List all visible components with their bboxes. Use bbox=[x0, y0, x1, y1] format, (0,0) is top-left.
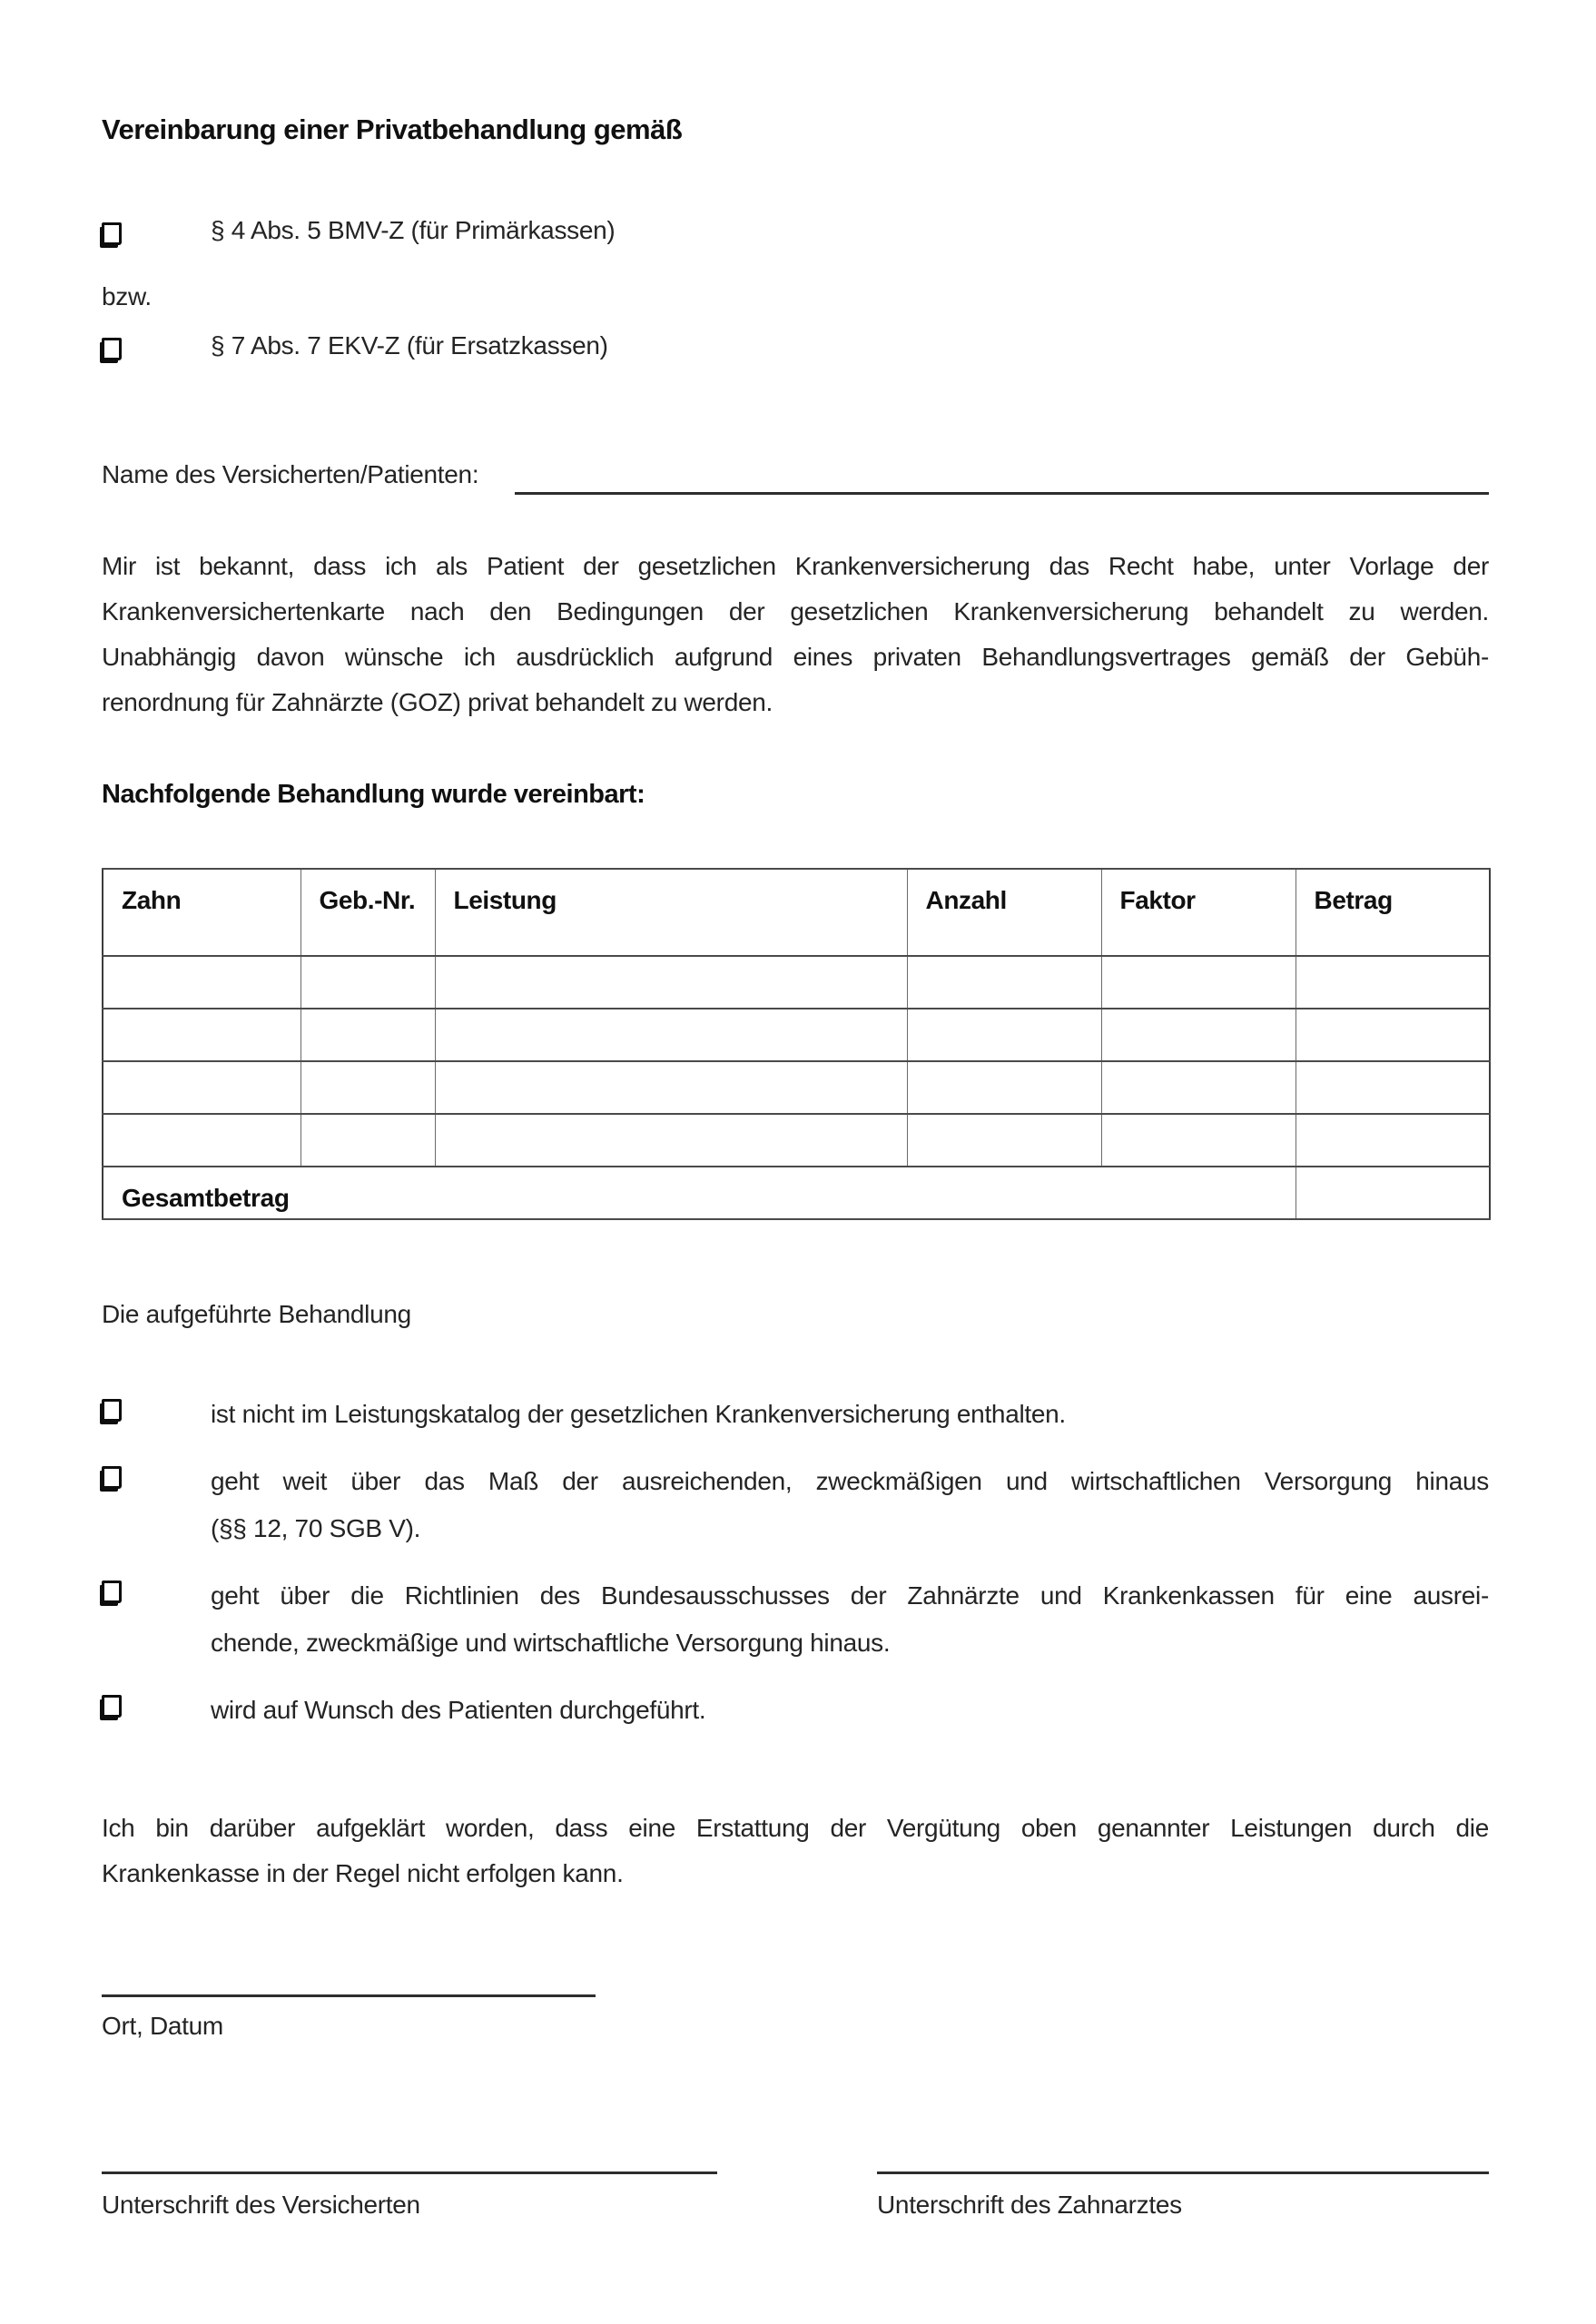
signature-block-zahnarzt bbox=[877, 2171, 1489, 2225]
option-row-primaerkassen bbox=[102, 211, 1489, 257]
paragraph-options bbox=[102, 211, 1489, 372]
note-line: Krankenkasse in der Regel nicht erfolgen kann. bbox=[102, 1859, 624, 1887]
checkbox-icon-condition-4[interactable] bbox=[102, 1695, 122, 1718]
total-value-cell[interactable] bbox=[1296, 1167, 1490, 1219]
table-cell[interactable] bbox=[1296, 1009, 1490, 1061]
table-row bbox=[103, 1114, 1490, 1167]
signature-line-zahnarzt[interactable] bbox=[877, 2171, 1489, 2174]
intro-line: Mir ist bekannt, dass ich als Patient der gesetzlichen Krankenversicherung das Recht habe, unter Vorlage der bbox=[102, 552, 1489, 580]
table-cell[interactable] bbox=[435, 1114, 907, 1167]
intro-line: renordnung für Zahnärzte (GOZ) privat behandelt zu werden. bbox=[102, 688, 773, 716]
table-cell[interactable] bbox=[103, 1061, 300, 1114]
signature-line-versicherter[interactable] bbox=[102, 2171, 717, 2174]
table-cell[interactable] bbox=[435, 956, 907, 1009]
intro-paragraph bbox=[102, 544, 1489, 725]
table-cell[interactable] bbox=[907, 956, 1101, 1009]
table-cell[interactable] bbox=[435, 1061, 907, 1114]
ort-datum-line[interactable] bbox=[102, 1994, 596, 1997]
listed-treatment-heading: Die aufgeführte Behandlung bbox=[102, 1300, 411, 1328]
option-label-ersatzkassen: § 7 Abs. 7 EKV-Z (für Ersatzkassen) bbox=[211, 331, 608, 359]
condition-text: geht weit über das Maß der ausreichenden, zweckmäßigen und wirtschaftlichen Versorgung hinaus bbox=[211, 1467, 1489, 1495]
table-header-row bbox=[103, 869, 1490, 956]
total-label: Gesamtbetrag bbox=[103, 1167, 1296, 1219]
table-cell[interactable] bbox=[1101, 956, 1296, 1009]
option-row-ersatzkassen bbox=[102, 326, 1489, 372]
table-cell[interactable] bbox=[907, 1009, 1101, 1061]
table-row bbox=[103, 1061, 1490, 1114]
signature-spacer bbox=[717, 2171, 877, 2225]
treatment-table-wrap bbox=[102, 868, 1489, 1220]
intro-line: Unabhängig davon wünsche ich ausdrücklich aufgrund eines privaten Behandlungsvertrages gemäß der Gebüh- bbox=[102, 643, 1489, 671]
ort-datum-label: Ort, Datum bbox=[102, 2012, 223, 2040]
treatment-heading: Nachfolgende Behandlung wurde vereinbart: bbox=[102, 780, 645, 809]
table-cell[interactable] bbox=[300, 1114, 435, 1167]
table-cell[interactable] bbox=[435, 1009, 907, 1061]
note-line: Ich bin darüber aufgeklärt worden, dass eine Erstattung der Vergütung oben genannter Leistungen durch die bbox=[102, 1814, 1489, 1842]
checkbox-icon-ersatzkassen[interactable] bbox=[102, 338, 122, 360]
ort-datum-block bbox=[102, 1994, 1489, 2046]
table-cell[interactable] bbox=[103, 956, 300, 1009]
table-cell[interactable] bbox=[103, 1114, 300, 1167]
signature-row bbox=[102, 2171, 1489, 2225]
reimbursement-note bbox=[102, 1806, 1489, 1896]
name-field-label: Name des Versicherten/Patienten: bbox=[102, 460, 479, 488]
name-input-line[interactable] bbox=[515, 458, 1489, 495]
checkbox-icon-condition-2[interactable] bbox=[102, 1466, 122, 1489]
signature-block-versicherter bbox=[102, 2171, 717, 2225]
table-footer-row bbox=[103, 1167, 1490, 1219]
condition-item bbox=[102, 1687, 1489, 1734]
checkbox-icon-primaerkassen[interactable] bbox=[102, 222, 122, 245]
table-cell[interactable] bbox=[300, 956, 435, 1009]
table-cell[interactable] bbox=[1101, 1114, 1296, 1167]
condition-text: (§§ 12, 70 SGB V). bbox=[211, 1514, 421, 1542]
table-cell[interactable] bbox=[300, 1061, 435, 1114]
condition-item bbox=[102, 1391, 1489, 1438]
table-cell[interactable] bbox=[907, 1114, 1101, 1167]
signature-label-zahnarzt: Unterschrift des Zahnarztes bbox=[877, 2191, 1182, 2219]
document-title: Vereinbarung einer Privatbehandlung gemäß bbox=[102, 113, 683, 145]
table-cell[interactable] bbox=[1296, 956, 1490, 1009]
checkbox-icon-condition-3[interactable] bbox=[102, 1581, 122, 1603]
conditions-list bbox=[102, 1391, 1489, 1734]
table-row bbox=[103, 956, 1490, 1009]
condition-text: ist nicht im Leistungskatalog der gesetzlichen Krankenversicherung enthalten. bbox=[211, 1400, 1066, 1428]
column-header-faktor: Faktor bbox=[1101, 869, 1296, 956]
condition-item bbox=[102, 1458, 1489, 1552]
table-cell[interactable] bbox=[1296, 1114, 1490, 1167]
name-field-row bbox=[102, 455, 1489, 495]
table-cell[interactable] bbox=[907, 1061, 1101, 1114]
table-row bbox=[103, 1009, 1490, 1061]
checkbox-icon-condition-1[interactable] bbox=[102, 1399, 122, 1422]
signature-label-versicherter: Unterschrift des Versicherten bbox=[102, 2191, 420, 2219]
table-cell[interactable] bbox=[1296, 1061, 1490, 1114]
option-label-primaerkassen: § 4 Abs. 5 BMV-Z (für Primärkassen) bbox=[211, 216, 616, 244]
column-header-betrag: Betrag bbox=[1296, 869, 1490, 956]
condition-text: chende, zweckmäßige und wirtschaftliche Versorgung hinaus. bbox=[211, 1629, 891, 1657]
column-header-anzahl: Anzahl bbox=[907, 869, 1101, 956]
column-header-leistung: Leistung bbox=[435, 869, 907, 956]
column-header-zahn: Zahn bbox=[103, 869, 300, 956]
condition-text: geht über die Richtlinien des Bundesausschusses der Zahnärzte und Krankenkassen für eine ausrei- bbox=[211, 1581, 1489, 1610]
condition-item bbox=[102, 1572, 1489, 1667]
table-cell[interactable] bbox=[300, 1009, 435, 1061]
connector-text: bzw. bbox=[102, 282, 152, 310]
table-cell[interactable] bbox=[1101, 1061, 1296, 1114]
intro-line: Krankenversichertenkarte nach den Bedingungen der gesetzlichen Krankenversicherung behandelt zu werden. bbox=[102, 597, 1489, 625]
table-cell[interactable] bbox=[103, 1009, 300, 1061]
treatment-table bbox=[102, 868, 1491, 1220]
table-cell[interactable] bbox=[1101, 1009, 1296, 1061]
condition-text: wird auf Wunsch des Patienten durchgeführt. bbox=[211, 1696, 706, 1724]
column-header-gebnr: Geb.-Nr. bbox=[300, 869, 435, 956]
